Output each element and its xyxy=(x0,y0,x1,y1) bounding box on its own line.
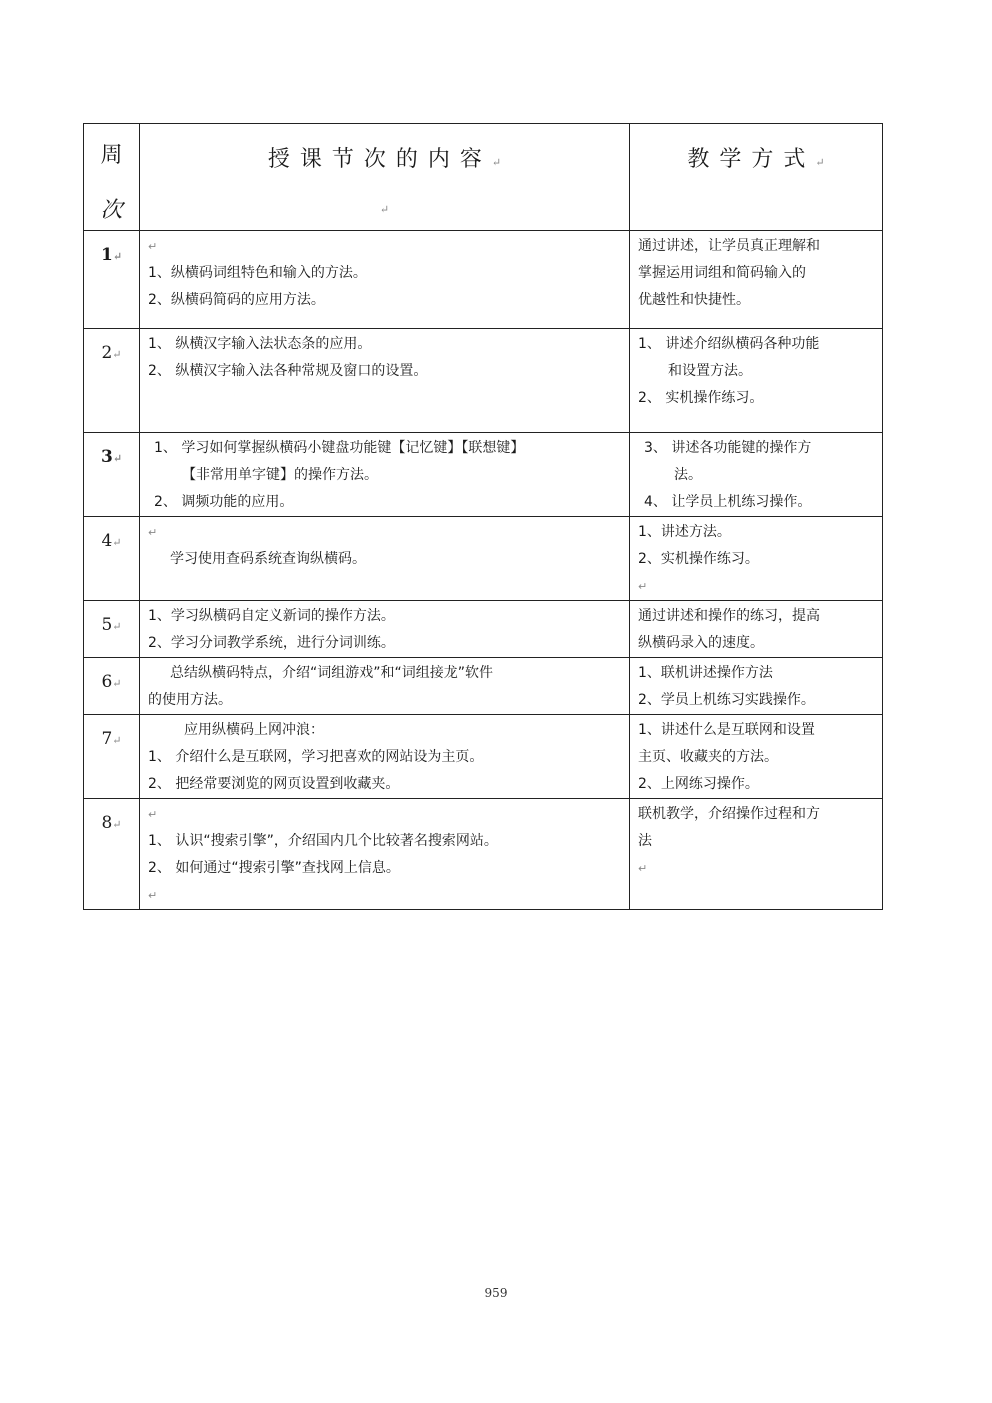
method-line: 1、 讲述介绍纵横码各种功能 xyxy=(638,336,820,352)
header-week-line2: 次 xyxy=(100,198,123,223)
content-cell xyxy=(140,658,630,715)
method-cell xyxy=(630,433,883,517)
method-cell xyxy=(630,658,883,715)
method-line: 2、学员上机练习实践操作。 xyxy=(638,692,815,708)
method-line: 纵横码录入的速度。 xyxy=(638,635,764,651)
method-line: 法。 xyxy=(674,467,702,483)
table-row xyxy=(84,433,883,517)
content-line: 2、 调频功能的应用。 xyxy=(154,494,294,510)
paragraph-mark: ↵ xyxy=(379,203,390,216)
content-line: 应用纵横码上网冲浪： xyxy=(184,722,324,738)
table-row xyxy=(84,329,883,433)
method-line: 1、讲述方法。 xyxy=(638,524,731,540)
table-row xyxy=(84,231,883,329)
week-number-cell xyxy=(84,517,140,601)
table-row xyxy=(84,715,883,799)
table-row xyxy=(84,601,883,658)
header-method-cell xyxy=(630,124,883,231)
paragraph-mark: ↵ xyxy=(148,526,158,539)
week-number: 1 xyxy=(100,245,113,265)
content-line: 1、 纵横汉字输入法状态条的应用。 xyxy=(148,336,372,352)
method-line: 2、实机操作练习。 xyxy=(638,551,759,567)
week-number: 3 xyxy=(100,447,113,467)
week-number: 4 xyxy=(101,531,113,551)
method-cell xyxy=(630,601,883,658)
content-line: 的使用方法。 xyxy=(148,692,232,708)
header-week-line1: 周 xyxy=(100,143,123,168)
content-cell xyxy=(140,329,630,433)
method-line: 4、 让学员上机练习操作。 xyxy=(644,494,812,510)
method-cell xyxy=(630,329,883,433)
content-line: 1、学习纵横码自定义新词的操作方法。 xyxy=(148,608,395,624)
content-cell xyxy=(140,799,630,910)
content-line: 1、 介绍什么是互联网，学习把喜欢的网站设为主页。 xyxy=(148,749,484,765)
content-cell xyxy=(140,433,630,517)
method-cell xyxy=(630,799,883,910)
header-method-title: 教学方式 xyxy=(687,147,816,172)
paragraph-mark: ↵ xyxy=(112,677,122,690)
content-line: 2、纵横码简码的应用方法。 xyxy=(148,292,325,308)
content-cell xyxy=(140,517,630,601)
method-cell xyxy=(630,517,883,601)
header-row xyxy=(84,124,883,231)
paragraph-mark: ↵ xyxy=(491,156,502,169)
table-row xyxy=(84,517,883,601)
method-line: 联机教学，介绍操作过程和方 xyxy=(638,806,820,822)
paragraph-mark: ↵ xyxy=(638,580,648,593)
content-line: 2、 如何通过“搜索引擎”查找网上信息。 xyxy=(148,860,400,876)
content-line: 1、纵横码词组特色和输入的方法。 xyxy=(148,265,367,281)
content-line: 2、 纵横汉字输入法各种常规及窗口的设置。 xyxy=(148,363,428,379)
content-line: 【非常用单字键】的操作方法。 xyxy=(182,467,378,483)
content-cell xyxy=(140,231,630,329)
table-row xyxy=(84,799,883,910)
paragraph-mark: ↵ xyxy=(112,452,123,465)
content-line: 总结纵横码特点，介绍“词组游戏”和“词组接龙”软件 xyxy=(170,665,494,681)
method-line: 2、 实机操作练习。 xyxy=(638,390,764,406)
header-content-title: 授课节次的内容 xyxy=(267,147,492,172)
week-number-cell xyxy=(84,715,140,799)
method-line: 1、联机讲述操作方法 xyxy=(638,665,773,681)
course-schedule-table xyxy=(83,123,883,910)
method-line: 法 xyxy=(638,833,652,849)
paragraph-mark: ↵ xyxy=(815,156,825,169)
paragraph-mark: ↵ xyxy=(638,862,648,875)
paragraph-mark: ↵ xyxy=(148,808,158,821)
week-number: 6 xyxy=(101,672,113,692)
table-row xyxy=(84,658,883,715)
header-content-cell xyxy=(140,124,630,231)
week-number: 2 xyxy=(101,343,113,363)
week-number-cell xyxy=(84,658,140,715)
week-number-cell xyxy=(84,329,140,433)
paragraph-mark: ↵ xyxy=(148,889,158,902)
content-line: 2、学习分词教学系统，进行分词训练。 xyxy=(148,635,395,651)
content-line: 1、 学习如何掌握纵横码小键盘功能键【记忆键】【联想键】 xyxy=(154,440,525,456)
method-line: 通过讲述和操作的练习，提高 xyxy=(638,608,820,624)
content-cell xyxy=(140,601,630,658)
paragraph-mark: ↵ xyxy=(148,240,158,253)
paragraph-mark: ↵ xyxy=(112,734,122,747)
method-cell xyxy=(630,715,883,799)
week-number-cell xyxy=(84,601,140,658)
paragraph-mark: ↵ xyxy=(112,250,123,263)
method-line: 掌握运用词组和简码输入的 xyxy=(638,265,806,281)
page-number: 959 xyxy=(484,1286,508,1300)
content-line: 2、 把经常要浏览的网页设置到收藏夹。 xyxy=(148,776,400,792)
paragraph-mark: ↵ xyxy=(112,348,122,361)
week-number-cell xyxy=(84,433,140,517)
paragraph-mark: ↵ xyxy=(112,536,122,549)
method-cell xyxy=(630,231,883,329)
method-line: 主页、收藏夹的方法。 xyxy=(638,749,778,765)
method-line: 3、 讲述各功能键的操作方 xyxy=(644,440,812,456)
content-cell xyxy=(140,715,630,799)
week-number: 5 xyxy=(101,615,113,635)
paragraph-mark: ↵ xyxy=(112,620,122,633)
method-line: 2、上网练习操作。 xyxy=(638,776,759,792)
week-number-cell xyxy=(84,799,140,910)
method-line: 1、讲述什么是互联网和设置 xyxy=(638,722,815,738)
week-number: 7 xyxy=(101,729,113,749)
week-number-cell xyxy=(84,231,140,329)
method-line: 通过讲述，让学员真正理解和 xyxy=(638,238,820,254)
header-week-cell xyxy=(84,124,140,231)
paragraph-mark: ↵ xyxy=(112,818,122,831)
method-line: 优越性和快捷性。 xyxy=(638,292,750,308)
week-number: 8 xyxy=(101,813,113,833)
content-line: 1、 认识“搜索引擎”，介绍国内几个比较著名搜索网站。 xyxy=(148,833,498,849)
method-line: 和设置方法。 xyxy=(668,363,752,379)
content-line: 学习使用查码系统查询纵横码。 xyxy=(170,551,366,567)
